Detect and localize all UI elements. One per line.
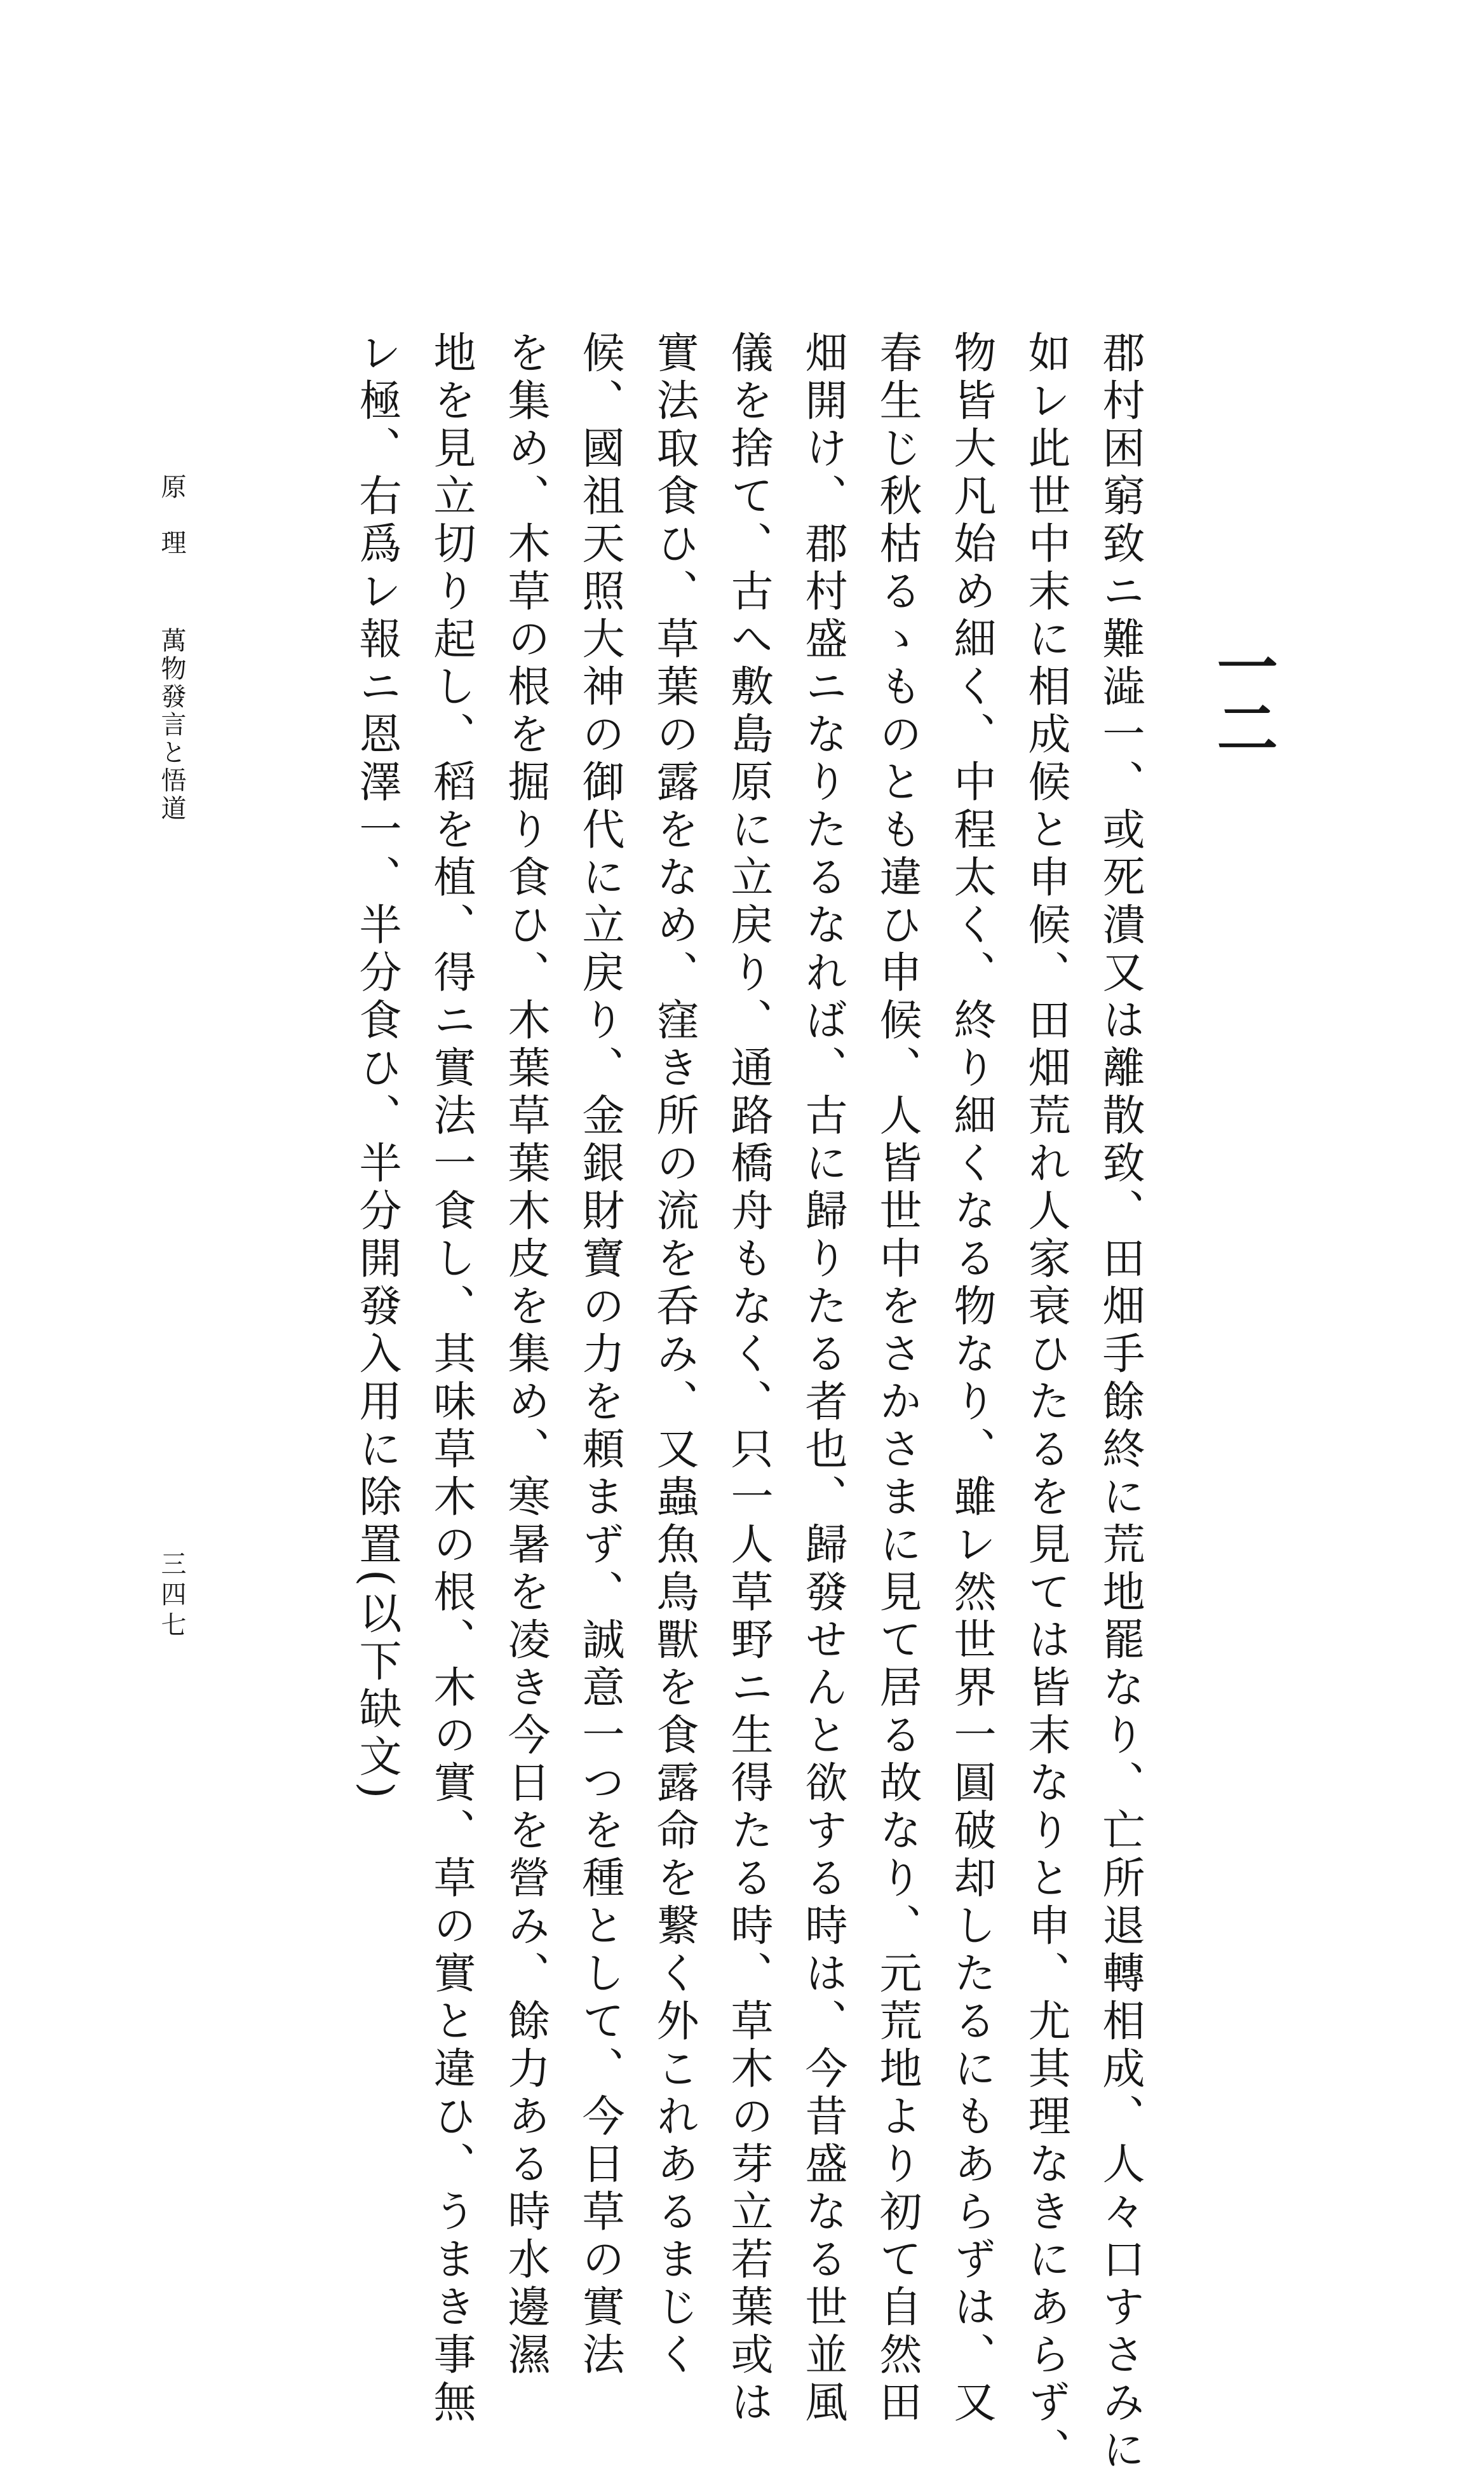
text-line: 郡村困窮致ニ難澁一、或死潰又は離散致、田畑手餘終に荒地罷なり、亡所退轉相成、人々口すさみに bbox=[1096, 330, 1145, 2475]
footer-title: 萬物發言と悟道 bbox=[157, 627, 186, 823]
text-line: を集め、木草の根を掘り食ひ、木葉草葉木皮を集め、寒暑を凌き今日を營み、餘力ある時水邊濕 bbox=[501, 330, 551, 2380]
page-number: 三四七 bbox=[157, 1550, 186, 1642]
text-line: 實法取食ひ、草葉の露をなめ、窪き所の流を呑み、又蟲魚鳥獸を食露命を繋く外これあるまじく bbox=[650, 330, 699, 2380]
section-number: 一二 bbox=[1207, 635, 1279, 757]
text-line: 如レ此世中末に相成候と申候、田畑荒れ人家衰ひたるを見ては皆末なりと申、尤其理なきにあらず、 bbox=[1022, 330, 1071, 2475]
text-line: 畑開け、郡村盛ニなりたるなれば、古に歸りたる者也、歸發せんと欲する時は、今昔盛なる世並風 bbox=[799, 330, 848, 2427]
text-line: レ極、右爲レ報ニ恩澤一、半分食ひ、半分開發入用に除置(以下缺文) bbox=[353, 330, 402, 1804]
text-line: 春生じ秋枯るゝものとも違ひ申候、人皆世中をさかさまに見て居る故なり、元荒地より初て自然田 bbox=[873, 330, 922, 2427]
text-line: 地を見立切り起し、稻を植、得ニ實法一食し、其味草木の根、木の實、草の實と違ひ、うまき事無 bbox=[427, 330, 476, 2427]
text-line: 候、國祖天照大神の御代に立戻り、金銀財寶の力を頼まず、誠意一つを種として、今日草の實法 bbox=[576, 330, 625, 2380]
running-footer bbox=[159, 473, 184, 823]
text-line: 物皆大凡始め細く、中程太く、終り細くなる物なり、雖レ然世界一圓破却したるにもあらずは、又 bbox=[947, 330, 997, 2427]
text-line: 儀を捨て、古へ敷島原に立戻り、通路橋舟もなく、只一人草野ニ生得たる時、草木の芽立若葉或は bbox=[724, 330, 774, 2427]
footer-section: 原 理 bbox=[157, 473, 186, 557]
body-text bbox=[353, 330, 1169, 2475]
